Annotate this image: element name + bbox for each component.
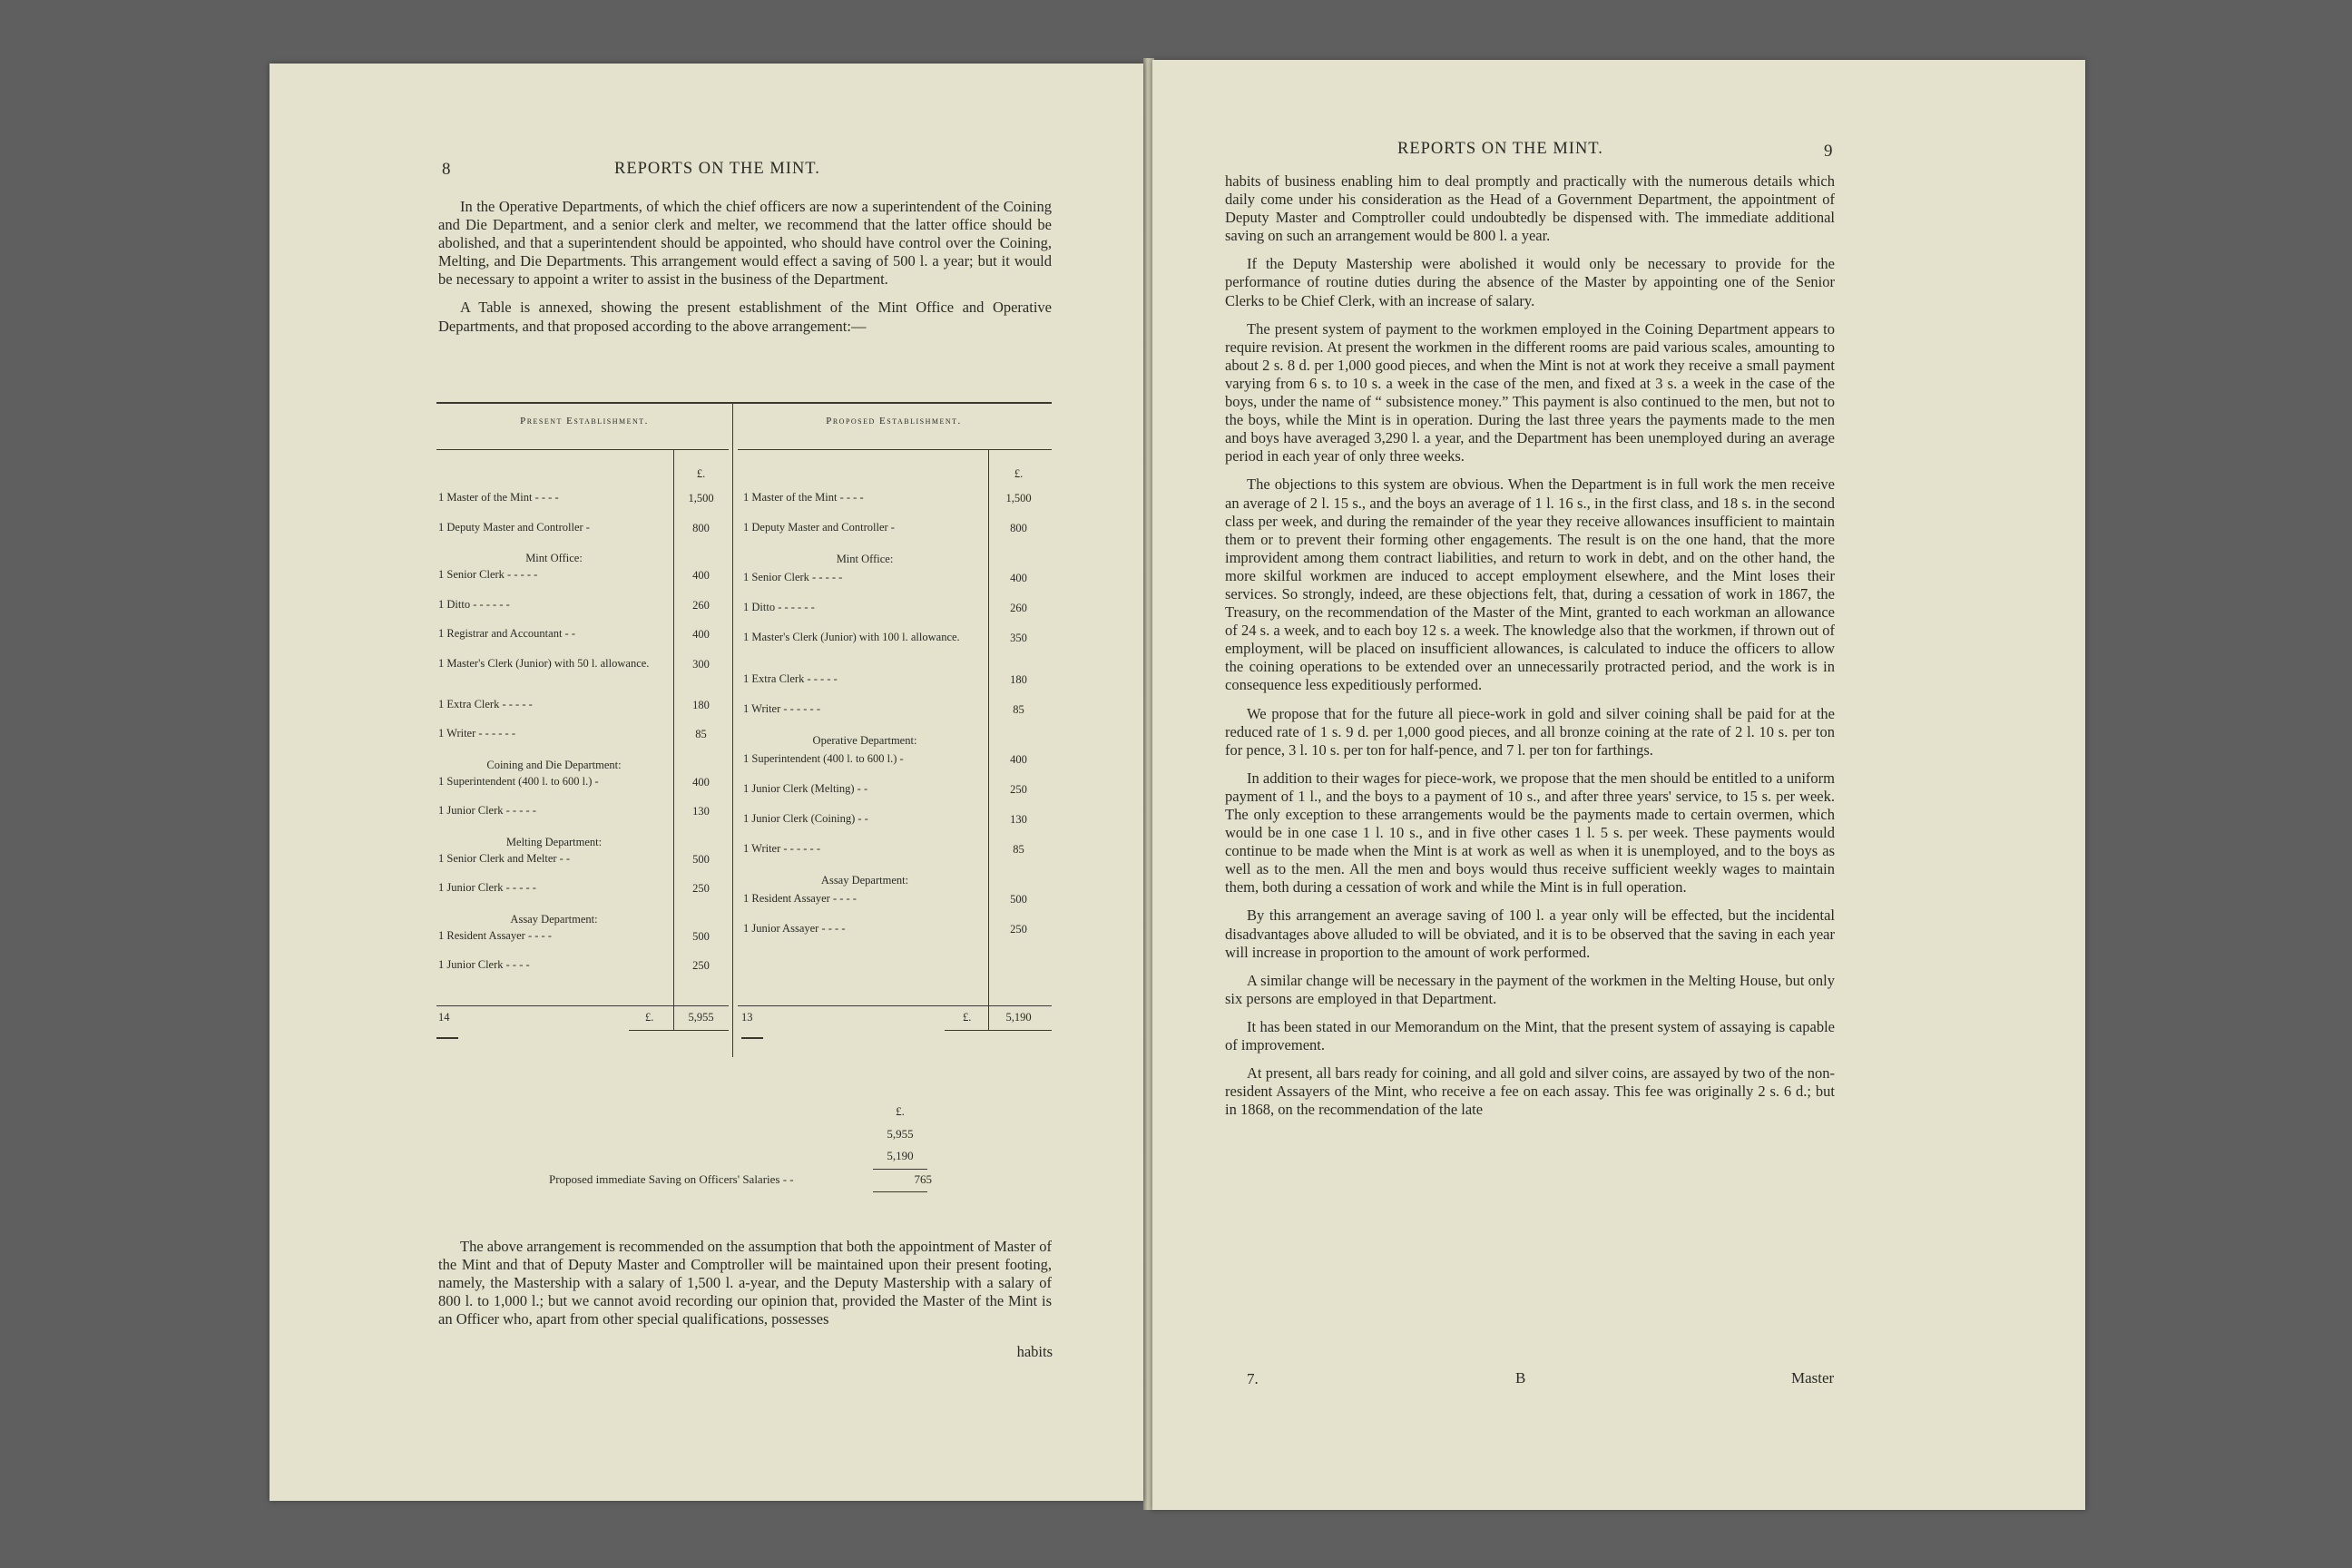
table-row-label: 1 Deputy Master and Controller - <box>438 520 590 534</box>
table-row-amount: 400 <box>692 569 710 582</box>
right-page <box>1152 60 2085 1510</box>
table-row-label: 1 Master's Clerk (Junior) with 50 l. allowance. <box>438 656 650 670</box>
table-row-label: 1 Senior Clerk and Melter - - <box>438 851 571 865</box>
saving-present: 5,955 <box>887 1127 914 1141</box>
table-row-label: 1 Resident Assayer - - - - <box>743 892 857 905</box>
page-number: 9 <box>1824 142 1833 161</box>
intro-text <box>438 198 1052 346</box>
table-category: Operative Department: <box>812 734 917 747</box>
currency-header: £. <box>1014 467 1024 480</box>
proposed-total-currency: £. <box>963 1011 972 1024</box>
paragraph: A similar change will be necessary in the payment of the workmen in the Melting House, but only six persons are employed in that Department. <box>1225 971 1835 1007</box>
table-category: Mint Office: <box>525 552 583 564</box>
currency-header: £. <box>696 467 706 480</box>
catchword: habits <box>1016 1343 1053 1360</box>
table-row-amount: 250 <box>692 959 710 972</box>
table-row-label: 1 Junior Clerk - - - - - <box>438 804 536 817</box>
table-row-amount: 500 <box>692 929 710 943</box>
table-row-amount: 400 <box>692 775 710 789</box>
table-row-label: 1 Master of the Mint - - - - <box>743 491 864 504</box>
table-row-amount: 500 <box>1010 893 1027 906</box>
present-heading: Present Establishment. <box>520 416 649 426</box>
table-row-label: 1 Resident Assayer - - - - <box>438 928 552 942</box>
table-row-amount: 400 <box>692 628 710 641</box>
table-row-amount: 250 <box>692 882 710 895</box>
table-row-amount: 130 <box>692 805 710 818</box>
establishment-table <box>436 402 1052 1128</box>
saving-proposed: 5,190 <box>887 1149 914 1162</box>
page-number: 8 <box>442 160 451 179</box>
paragraph: The objections to this system are obvious. When the Department is in full work the men receive an average of 2 l. 15 s., and the boys an average of 1 l. 16 s., in the first class, and 18 s. in the second class per week, and during the remainder of the year they receive allowances insufficient to maintain them or to prevent their forming other engagements. The result is on the one hand, that the more improvident among them contract liabilities, and return to work in debt, and on the other hand, the more skilful workmen are induced to accept employment elsewhere, and the Mint loses their services. So strongly, indeed, are these objections felt, that, during a cessation of work in 1867, the Treasury, on the recommendation of the Master of the Mint, granted to each workman an allowance of 24 s. a week, and to each boy 12 s. a week. The knowledge also that the workmen, if thrown out of employment, will be placed on insufficient allowances, is calculated to induce the officers to allow the coining operations to be extended over an unnecessarily protracted period, and the work is in consequence less expeditiously performed. <box>1225 475 1835 694</box>
table-row-amount: 130 <box>1010 813 1027 826</box>
body-text <box>1225 172 1835 1129</box>
table-row-label: 1 Writer - - - - - - <box>743 842 820 855</box>
saving-currency: £. <box>896 1104 905 1118</box>
paragraph: By this arrangement an average saving of 100 l. a year only will be effected, but the incidental disadvantages above alluded to will be obviated, and it is to be observed that the saving in each year will increase in proportion to the amount of work performed. <box>1225 906 1835 961</box>
table-row-label: 1 Registrar and Accountant - - <box>438 627 575 640</box>
table-category: Assay Department: <box>510 912 598 926</box>
left-page <box>270 64 1143 1501</box>
table-row-amount: 500 <box>692 852 710 866</box>
paragraph: It has been stated in our Memorandum on the Mint, that the present system of assaying is capable of improvement. <box>1225 1017 1835 1054</box>
proposed-total-count: 13 <box>741 1011 753 1024</box>
saving-amount: 765 <box>914 1172 932 1186</box>
paragraph: We propose that for the future all piece-work in gold and silver coining shall be paid for at the reduced rate of 1 s. 9 d. per 1,000 good pieces, and all bronze coining at the rate of 2 l. 10 s. per ton for pence, 3 l. 10 s. per ton for half-pence, and 7 l. per ton for farthings. <box>1225 704 1835 759</box>
table-row-amount: 85 <box>695 728 707 740</box>
table-row-label: 1 Junior Clerk - - - - - <box>438 881 536 894</box>
table-row-amount: 400 <box>1010 753 1027 766</box>
paragraph: habits of business enabling him to deal promptly and practically with the numerous details which daily come under his consideration as the Head of a Government Department, the appointment of Deputy Master and Comptroller could undoubtedly be dispensed with. The immediate additional saving on such an arrangement would be 800 l. a year. <box>1225 172 1835 245</box>
table-category: Melting Department: <box>505 835 603 848</box>
signature-mark: 7. <box>1247 1370 1259 1387</box>
table-row-amount: 1,500 <box>1005 492 1032 505</box>
present-total-currency: £. <box>645 1011 654 1024</box>
table-row-label: 1 Superintendent (400 l. to 600 l.) - <box>743 752 904 765</box>
table-row-amount: 800 <box>1010 522 1027 534</box>
proposed-total: 5,190 <box>1005 1011 1032 1024</box>
table-row-label: 1 Junior Assayer - - - - <box>743 922 846 935</box>
table-row-label: 1 Deputy Master and Controller - <box>743 521 895 534</box>
table-row-label: 1 Senior Clerk - - - - - <box>438 568 538 581</box>
present-total: 5,955 <box>688 1011 714 1024</box>
running-header: REPORTS ON THE MINT. <box>614 160 820 178</box>
running-header: REPORTS ON THE MINT. <box>1397 140 1603 158</box>
table-row-label: 1 Master of the Mint - - - - <box>438 491 559 504</box>
table-row-amount: 400 <box>1010 572 1027 584</box>
table-row-amount: 260 <box>1010 602 1027 614</box>
proposed-heading: Proposed Establishment. <box>826 416 962 426</box>
table-row-amount: 300 <box>692 657 710 671</box>
table-row-label: 1 Writer - - - - - - <box>743 702 820 715</box>
table-category: Coining and Die Department: <box>486 758 622 771</box>
table-row-amount: 180 <box>692 698 710 711</box>
table-row-amount: 250 <box>1010 783 1027 796</box>
paragraph: The present system of payment to the workmen employed in the Coining Department appears to require revision. At present the workmen in the different rooms are paid various scales, amounting to about 2 s. 8 d. per 1,000 good pieces, and when the Mint is not at work they receive a small payment varying from 6 s. to 10 s. a week in the case of the men, and fixed at 3 s. a week in the case of the boys, under the name of “ subsistence money.” This payment is also continued to the men, but not to the boys, while the Mint is in operation. During the last three years the payments made to the men and boys have averaged 3,290 l. a year, and the Department has been unemployed during an average period in each year of only three weeks. <box>1225 319 1835 466</box>
present-total-count: 14 <box>438 1011 450 1024</box>
table-row-label: 1 Senior Clerk - - - - - <box>743 571 843 583</box>
table-row-label: 1 Ditto - - - - - - <box>438 597 510 611</box>
table-row-label: 1 Master's Clerk (Junior) with 100 l. allowance. <box>743 631 960 643</box>
paragraph: In addition to their wages for piece-work, we propose that the men should be entitled to a uniform payment of 1 l., and the boys to a payment of 10 s., and after three years' service, to 15 s. per week. The only exception to these arrangements would be the payments made to certain overmen, which would be in one case 1 l. 10 s., and in five other cases 1 l. 5 s. per week. These payments would continue to be made when the Mint is at work as well as when it is unemployed, and to the boys as well as to the men. All the men and boys would thus receive sufficient weekly wages to maintain them, both during a cessation of work and while the Mint is in full operation. <box>1225 769 1835 897</box>
paragraph: At present, all bars ready for coining, and all gold and silver coins, are assayed by two of the non-resident Assayers of the Mint, who receive a fee on each assay. This fee was originally 2 s. 6 d.; but in 1868, on the recommendation of the late <box>1225 1064 1835 1119</box>
table-category: Assay Department: <box>820 874 909 887</box>
closing-text <box>438 1238 1052 1338</box>
paragraph: In the Operative Departments, of which the chief officers are now a superintendent of the Coining and Die Department, and a senior clerk and melter, we recommend that the latter office should be abolished, and that a superintendent should be appointed, who should have control over the Coining, Melting, and Die Departments. This arrangement would effect a saving of 500 l. a year; but it would be necessary to appoint a writer to assist in the business of the Department. <box>438 198 1052 289</box>
table-row-amount: 350 <box>1010 632 1027 644</box>
table-row-amount: 85 <box>1013 703 1024 716</box>
paragraph: The above arrangement is recommended on the assumption that both the appointment of Master of the Mint and that of Deputy Master and Comptroller will be maintained upon their present footing, namely, the Mastership with a salary of 1,500 l. a-year, and the Deputy Mastership with a salary of 800 l. to 1,000 l.; but we cannot avoid recording our opinion that, provided the Master of the Mint is an Officer who, apart from other special qualifications, possesses <box>438 1238 1052 1328</box>
table-row-label: 1 Extra Clerk - - - - - <box>438 697 533 710</box>
table-row-label: 1 Superintendent (400 l. to 600 l.) - <box>438 774 599 788</box>
table-row-amount: 800 <box>692 521 710 534</box>
table-row-amount: 85 <box>1013 843 1024 856</box>
table-row-label: 1 Extra Clerk - - - - - <box>743 672 838 685</box>
table-row-amount: 260 <box>692 598 710 612</box>
paragraph: A Table is annexed, showing the present establishment of the Mint Office and Operative Departments, and that proposed according to the above arrangement:— <box>438 299 1052 335</box>
table-row-label: 1 Junior Clerk - - - - <box>438 958 530 971</box>
table-category: Mint Office: <box>836 553 894 565</box>
signature-letter: B <box>1515 1369 1526 1387</box>
saving-label: Proposed immediate Saving on Officers' Salaries - - <box>549 1172 794 1186</box>
table-row-amount: 180 <box>1010 673 1027 686</box>
table-row-label: 1 Junior Clerk (Coining) - - <box>743 812 868 825</box>
paragraph: If the Deputy Mastership were abolished it would only be necessary to provide for the performance of routine duties during the absence of the Master by appointing one of the Senior Clerks to be Chief Clerk, with an increase of salary. <box>1225 255 1835 309</box>
table-row-label: 1 Ditto - - - - - - <box>743 601 815 613</box>
table-row-amount: 250 <box>1010 923 1027 936</box>
table-row-label: 1 Writer - - - - - - <box>438 727 515 740</box>
table-row-amount: 1,500 <box>688 492 714 505</box>
catchword: Master <box>1791 1369 1835 1387</box>
table-row-label: 1 Junior Clerk (Melting) - - <box>743 782 868 795</box>
